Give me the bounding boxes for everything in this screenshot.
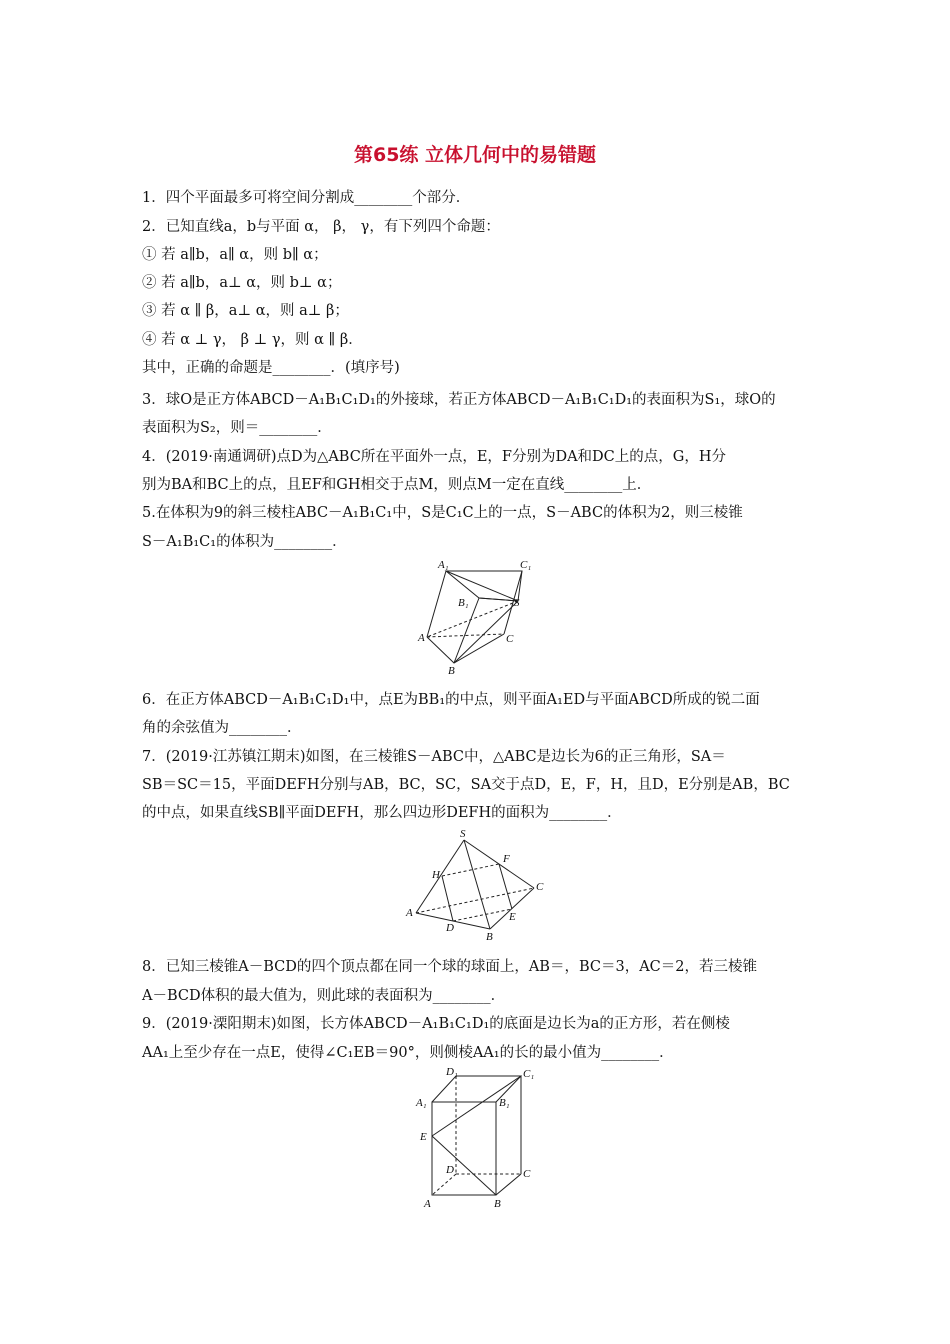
label-a: A [418, 632, 425, 644]
problem-9-line-2: AA₁上至少存在一点E，使得∠C₁EB＝90°，则侧棱AA₁的长的最小值为________． [142, 1045, 674, 1061]
label-c: C [506, 633, 514, 645]
label-b: B [486, 931, 493, 943]
page-title: 第65练 立体几何中的易错题 [353, 144, 597, 166]
problem-7-line-3: 的中点，如果直线SB∥平面DEFH，那么四边形DEFH的面积为________． [142, 805, 622, 821]
problem-1: 1．四个平面最多可将空间分割成________个部分． [142, 190, 471, 206]
label-a: A [406, 907, 413, 919]
label-s: S [514, 597, 520, 609]
edge-s-b [454, 601, 518, 663]
edge-a1-a [427, 571, 446, 637]
label-a1: A₁ [416, 1097, 427, 1109]
edge-a1-s [446, 571, 518, 601]
edge-h-f-hidden [442, 864, 499, 876]
label-b: B [494, 1198, 501, 1210]
problem-6-line-1: 6．在正方体ABCD－A₁B₁C₁D₁中，点E为BB₁的中点，则平面A₁ED与平面ABCD所成的锐二面 [142, 692, 760, 708]
problem-4-line-2: 别为BA和BC上的点，且EF和GH相交于点M，则点M一定在直线________上． [142, 477, 652, 493]
label-b1: B₁ [458, 597, 469, 609]
edge-h-d [442, 876, 453, 921]
proposition-4: ④ 若 α ⊥ γ， β ⊥ γ，则 α ∥ β． [142, 332, 363, 348]
label-s: S [460, 828, 466, 840]
label-d: D [446, 922, 454, 934]
edge-d-e-hidden [453, 909, 512, 921]
label-e: E [420, 1131, 427, 1143]
figure-cuboid [412, 1066, 547, 1211]
label-d: D [446, 1164, 454, 1176]
proposition-3: ③ 若 α ∥ β，a⊥ α，则 a⊥ β； [142, 303, 349, 319]
label-c: C [536, 881, 544, 893]
label-d1: D₁ [446, 1066, 458, 1078]
label-b: B [448, 665, 455, 677]
problem-7-line-2: SB＝SC＝15，平面DEFH分别与AB，BC，SC，SA交于点D，E，F，H，且D，E分别是AB，BC [142, 777, 790, 793]
problem-7-line-1: 7．(2019·江苏镇江期末)如图，在三棱锥S－ABC中，△ABC是边长为6的正三角形，SA＝ [142, 749, 726, 765]
edge-a-c-hidden [416, 888, 534, 913]
edge-d-a-hidden [432, 1174, 456, 1195]
label-b1: B₁ [499, 1097, 510, 1109]
edge-f-e [499, 864, 512, 909]
prism-base-front [427, 634, 504, 663]
label-h: H [432, 869, 440, 881]
label-c: C [523, 1168, 531, 1180]
proposition-2: ② 若 a∥b，a⊥ α，则 b⊥ α； [142, 275, 342, 291]
label-e: E [509, 911, 516, 923]
label-c1: C₁ [523, 1068, 535, 1080]
problem-2-stem: 2．已知直线a，b与平面 α， β， γ，有下列四个命题： [142, 219, 500, 235]
problem-8-line-1: 8．已知三棱锥A－BCD的四个顶点都在同一个球的球面上，AB＝，BC＝3，AC＝2，若三棱锥 [142, 959, 758, 975]
problem-5-line-1: 5.在体积为9的斜三棱柱ABC－A₁B₁C₁中，S是C₁C上的一点，S－ABC的体积为2，则三棱锥 [142, 505, 743, 521]
figure-pyramid [402, 828, 552, 943]
figure-prism [410, 556, 530, 676]
problem-8-line-2: A－BCD体积的最大值为，则此球的表面积为________． [142, 988, 506, 1004]
label-a: A [424, 1198, 431, 1210]
label-a1: A₁ [438, 559, 449, 571]
cuboid-front-face [432, 1102, 496, 1195]
problem-3-line-1: 3．球O是正方体ABCD－A₁B₁C₁D₁的外接球，若正方体ABCD－A₁B₁C₁D₁的表面积为S₁，球O的 [142, 392, 776, 408]
problem-3-line-2: 表面积为S₂，则＝________． [142, 420, 332, 436]
problem-4-line-1: 4．(2019·南通调研)点D为△ABC所在平面外一点，E，F分别为DA和DC上的点，G，H分 [142, 449, 727, 465]
label-c1: C₁ [520, 559, 532, 571]
edge-b-c [496, 1174, 521, 1195]
problem-5-line-2: S－A₁B₁C₁的体积为________． [142, 534, 347, 550]
problem-9-line-1: 9．(2019·溧阳期末)如图，长方体ABCD－A₁B₁C₁D₁的底面是边长为a的正方形，若在侧棱 [142, 1016, 730, 1032]
proposition-1: ① 若 a∥b，a∥ α，则 b∥ α； [142, 247, 328, 263]
edge-s-a [416, 840, 464, 913]
problem-6-line-2: 角的余弦值为________． [142, 720, 302, 736]
label-f: F [503, 853, 510, 865]
problem-2-question: 其中，正确的命题是________．(填序号) [142, 360, 400, 376]
